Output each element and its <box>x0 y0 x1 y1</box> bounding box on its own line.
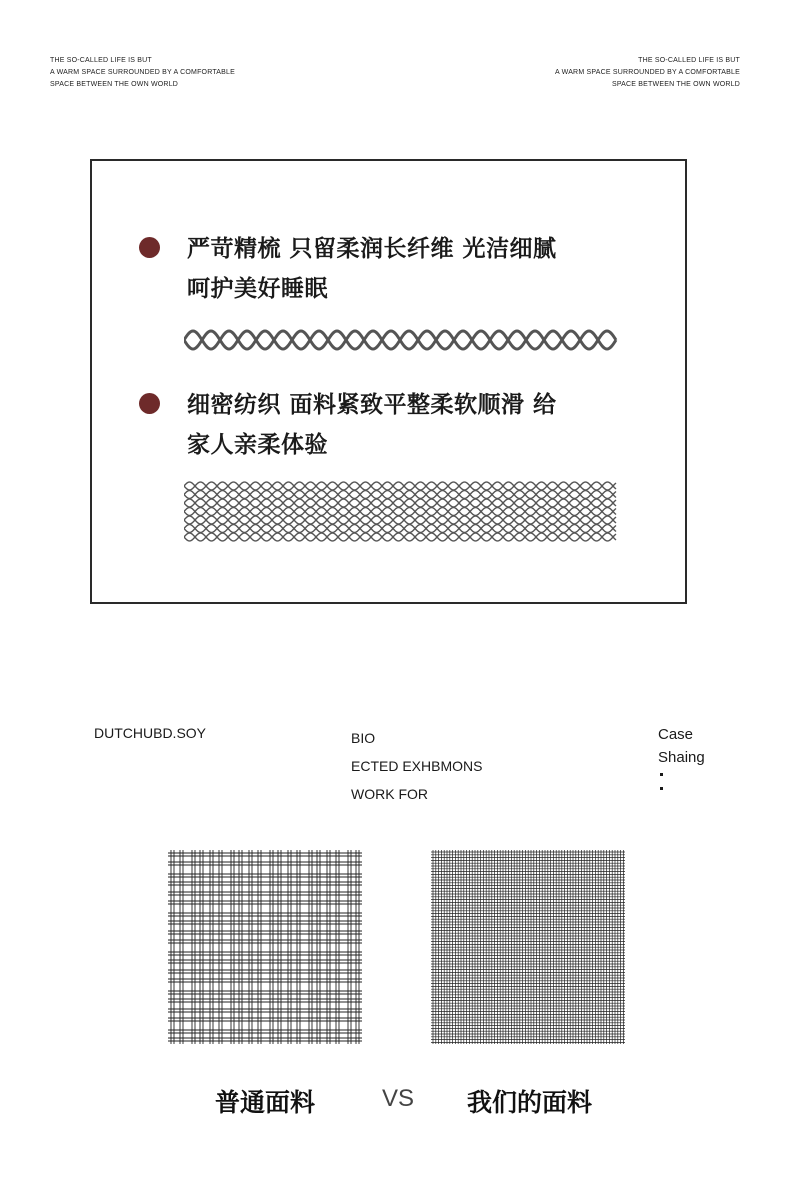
dot-icon <box>660 787 663 790</box>
coarse-fabric-grid-icon <box>168 850 363 1044</box>
info-middle-line: WORK FOR <box>351 786 428 802</box>
dots-decoration <box>660 773 663 801</box>
info-middle-line: BIO <box>351 730 376 746</box>
tagline-left-line: THE SO-CALLED LIFE IS BUT <box>50 57 152 64</box>
tagline-left-line: SPACE BETWEEN THE OWN WORLD <box>50 81 179 88</box>
dense-strand-a <box>184 491 616 499</box>
dense-strand-b <box>184 533 616 541</box>
dense-strand-a <box>184 482 616 490</box>
dense-strand-b <box>184 482 616 490</box>
tagline-left-line: A WARM SPACE SURROUNDED BY A COMFORTABLE <box>50 69 235 76</box>
tagline-right-line: SPACE BETWEEN THE OWN WORLD <box>611 81 740 88</box>
tagline-left <box>50 55 235 91</box>
vs-label: VS <box>382 1085 415 1112</box>
dense-strand-a <box>184 508 616 516</box>
dense-strand-a <box>184 516 616 524</box>
dense-strand-a <box>184 525 616 533</box>
ordinary-fabric-label: 普通面料 <box>215 1088 316 1117</box>
tagline-right-line: THE SO-CALLED LIFE IS BUT <box>638 57 740 64</box>
twisted-fiber-icon <box>184 325 619 355</box>
tagline-right-line: A WARM SPACE SURROUNDED BY A COMFORTABLE <box>555 69 740 76</box>
dense-strand-b <box>184 499 616 507</box>
bullet-dot-icon <box>139 393 160 414</box>
feature-panel <box>90 159 687 604</box>
dense-strand-b <box>184 525 616 533</box>
info-right-line: Case <box>658 726 694 743</box>
feature-line: 严苛精梳 只留柔润长纤维 光洁细腻 <box>187 236 557 262</box>
dense-strand-b <box>184 491 616 499</box>
dense-strand-b <box>184 516 616 524</box>
info-middle-line: ECTED EXHBMONS <box>351 758 483 774</box>
feature-text-combed <box>187 229 627 309</box>
bullet-dot-icon <box>139 237 160 258</box>
brand-text: DUTCHUBD.SOY <box>94 725 207 741</box>
dense-weave-icon <box>184 480 619 544</box>
dense-strand-a <box>184 499 616 507</box>
our-fabric-label: 我们的面料 <box>467 1088 593 1117</box>
feature-line: 呵护美好睡眠 <box>187 276 328 302</box>
dense-strand-b <box>184 508 616 516</box>
tagline-right <box>555 55 740 91</box>
feature-text-dense-weave <box>187 385 627 465</box>
dot-icon <box>660 773 663 776</box>
info-right-line: Shaing <box>658 749 705 766</box>
fine-fabric-grid-icon <box>431 850 626 1044</box>
feature-line: 细密纺织 面料紧致平整柔软顺滑 给 <box>187 392 557 418</box>
strand-b <box>184 331 616 349</box>
info-right <box>658 723 705 769</box>
feature-line: 家人亲柔体验 <box>187 432 328 458</box>
info-middle <box>351 724 482 808</box>
dense-strand-a <box>184 533 616 541</box>
